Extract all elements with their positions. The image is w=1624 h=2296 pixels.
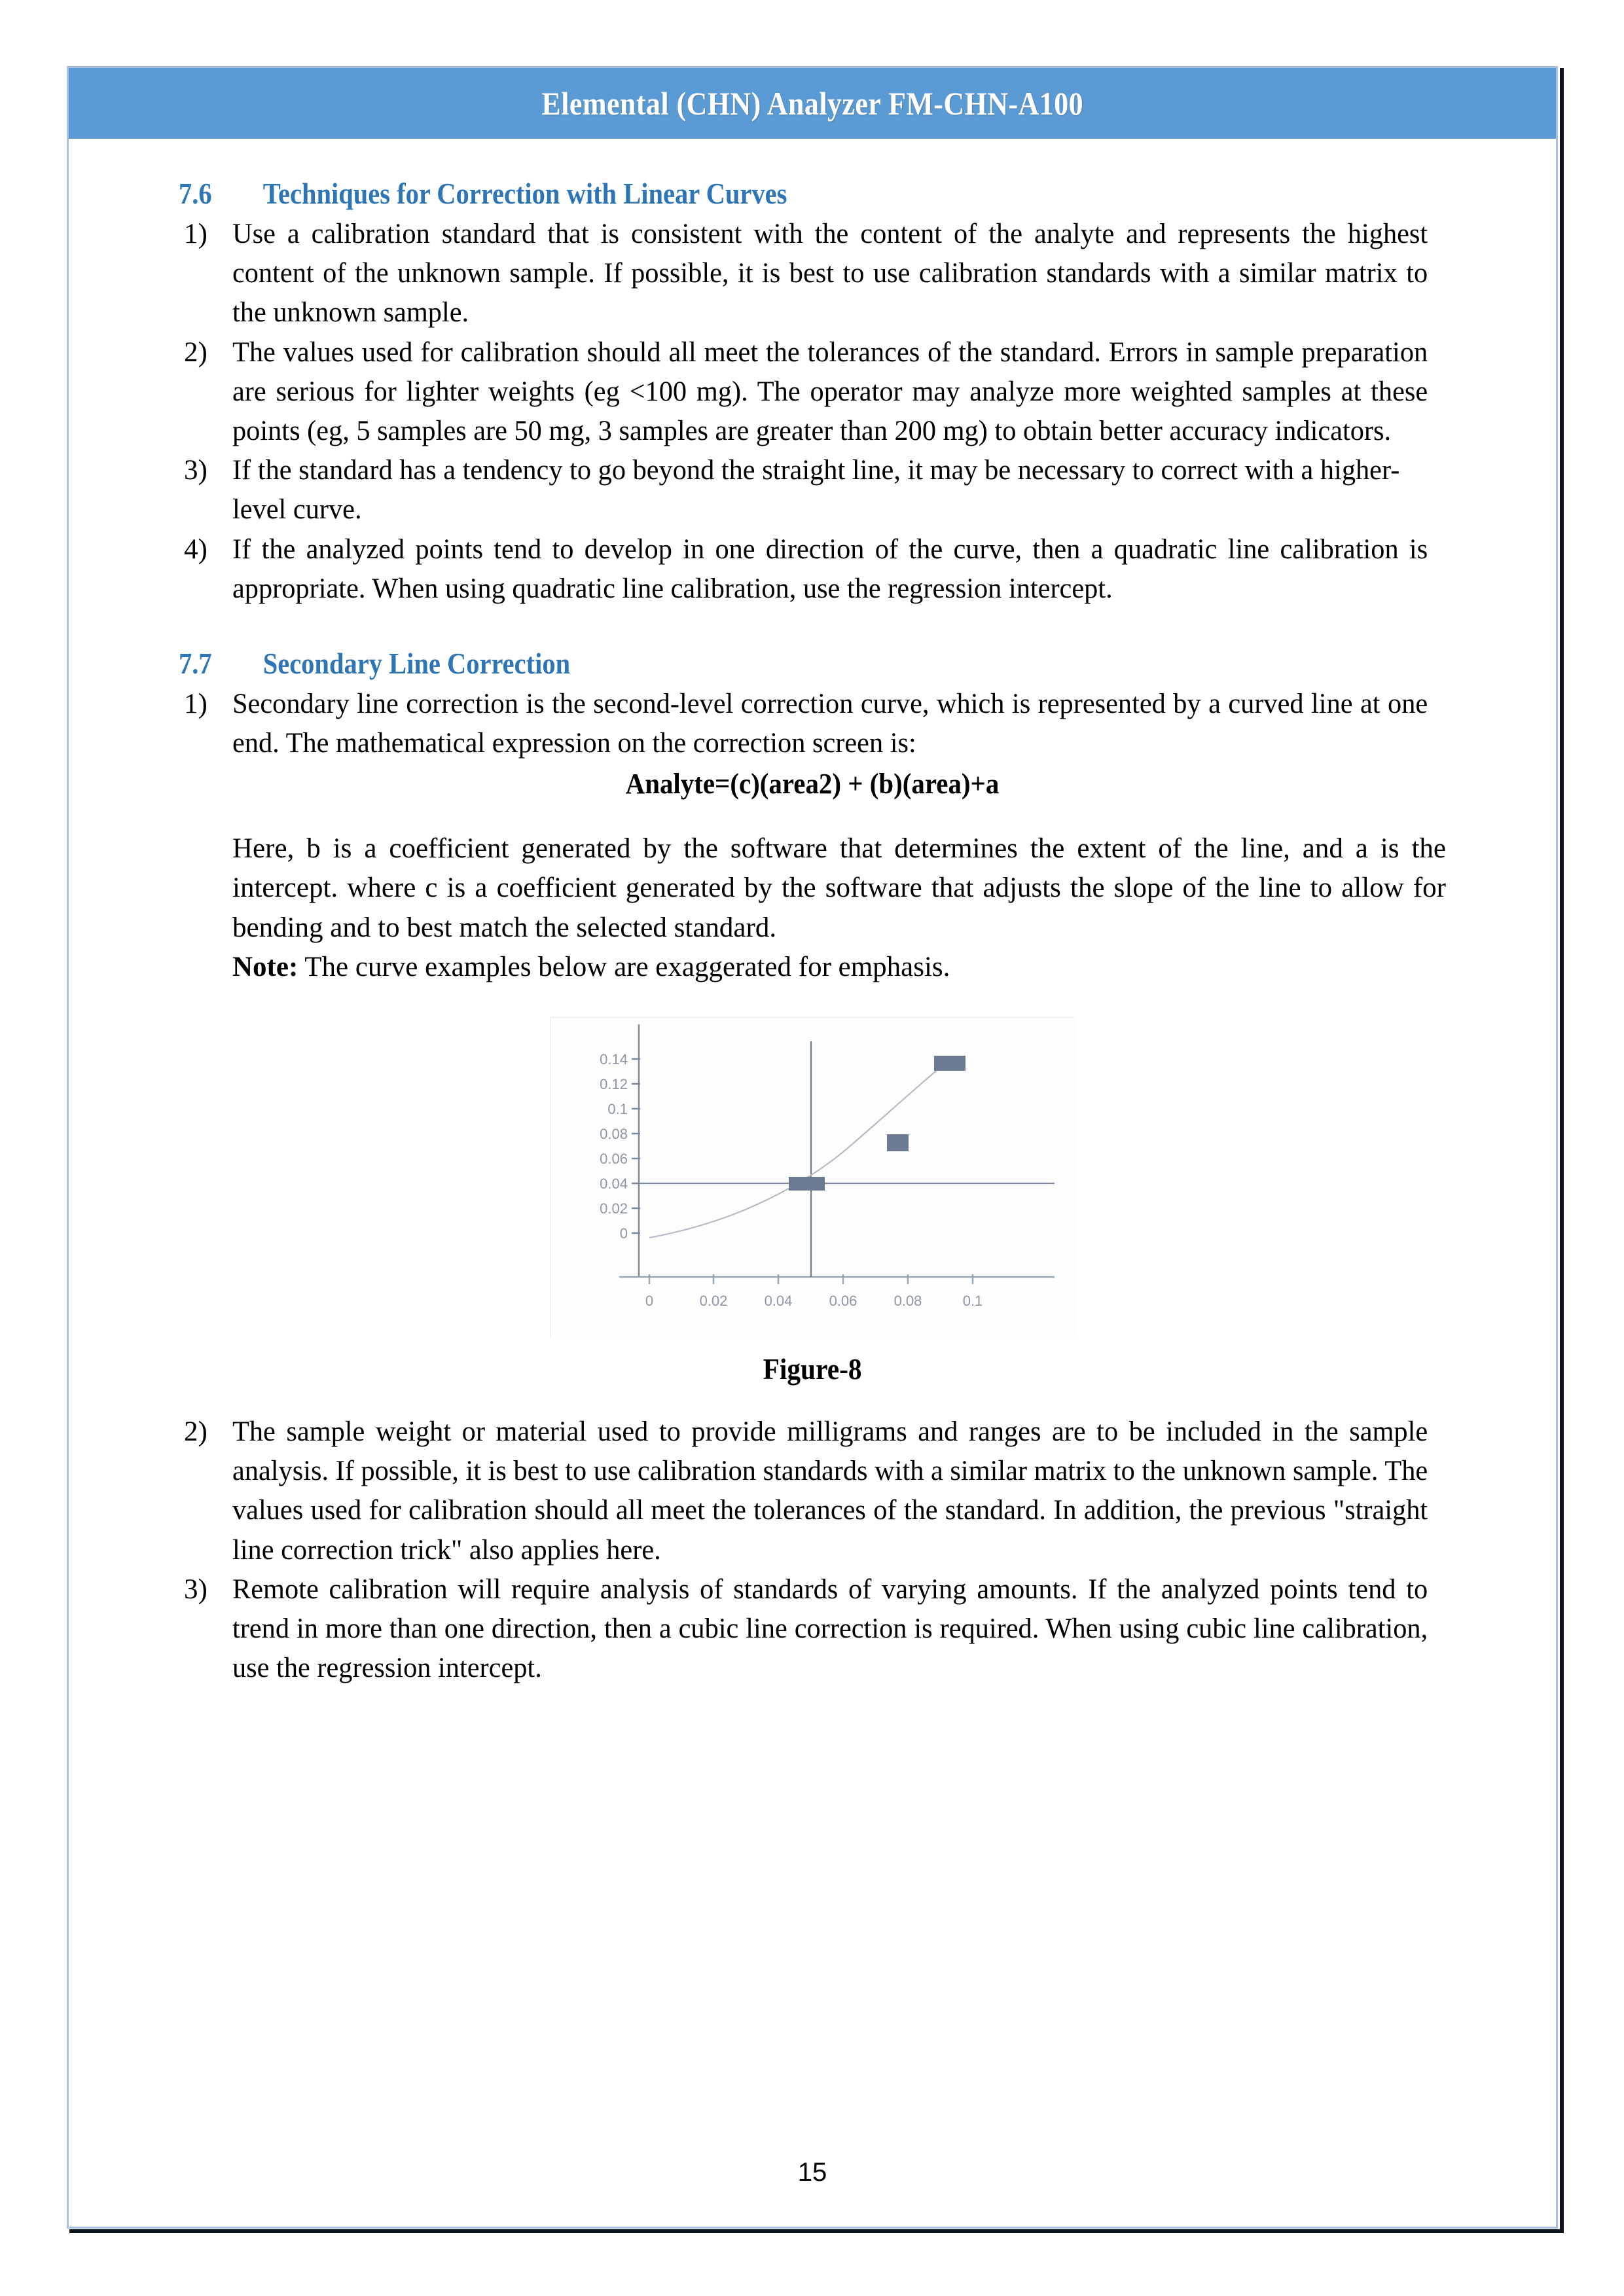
list-marker: 1) <box>184 688 208 719</box>
section-heading-7-7 <box>179 647 1319 681</box>
svg-text:0.02: 0.02 <box>600 1200 628 1217</box>
list-section-7-6 <box>179 215 1446 609</box>
page-frame <box>67 66 1558 2229</box>
list-marker: 2) <box>184 1416 208 1447</box>
section-number: 7.6 <box>179 177 212 210</box>
list-item <box>179 451 1446 529</box>
note-text: The curve examples below are exaggerated for emphasis. <box>298 951 950 982</box>
svg-text:0.04: 0.04 <box>600 1175 628 1192</box>
svg-text:0: 0 <box>645 1293 654 1309</box>
svg-text:0.08: 0.08 <box>600 1126 628 1142</box>
section-heading-7-6 <box>179 177 1319 211</box>
list-item <box>179 333 1446 452</box>
chart-container <box>550 1017 1075 1338</box>
list-marker: 1) <box>184 219 208 249</box>
svg-text:0: 0 <box>619 1225 628 1242</box>
list-marker: 3) <box>184 1573 208 1605</box>
list-item <box>179 1412 1446 1570</box>
figure-caption: Figure-8 <box>763 1353 862 1386</box>
page-frame-shadow-right <box>1560 68 1564 2233</box>
list-marker: 3) <box>184 455 208 486</box>
list-item <box>179 1570 1446 1689</box>
list-text: Use a calibration standard that is consistent with the content of the analyte and represents the highest content of the unknown sample. If possible, it is best to use calibration standards with a similar matrix to the unknown sample. <box>232 219 1428 329</box>
svg-text:0.12: 0.12 <box>600 1076 628 1092</box>
section-title: Secondary Line Correction <box>262 647 571 680</box>
svg-text:0.06: 0.06 <box>829 1293 857 1309</box>
list-item <box>179 530 1446 609</box>
list-marker: 4) <box>184 533 208 565</box>
list-item <box>179 215 1446 333</box>
calibration-curve-chart <box>550 1018 1075 1338</box>
list-text: If the standard has a tendency to go beyond the straight line, it may be necessary to correct with a higher-level curve. <box>232 455 1400 526</box>
section-number: 7.7 <box>179 647 212 680</box>
svg-text:0.14: 0.14 <box>600 1051 628 1067</box>
svg-text:0.1: 0.1 <box>962 1293 983 1309</box>
list-marker: 2) <box>184 336 208 368</box>
figure-8 <box>179 1017 1446 1386</box>
list-text: The values used for calibration should all meet the tolerances of the standard. Errors in sample preparation are serious for lighter weights (eg <100 mg). The operator may analyze more weighted samples at these points (eg, 5 samples are 50 mg, 3 samples are greater than 200 mg) to obtain better accuracy indicators. <box>232 336 1428 446</box>
svg-text:0.08: 0.08 <box>893 1293 922 1309</box>
note-paragraph <box>232 948 1446 987</box>
section-title: Techniques for Correction with Linear Curves <box>262 177 787 210</box>
list-section-7-7-part-2 <box>179 1412 1446 1688</box>
svg-text:0.04: 0.04 <box>764 1293 793 1309</box>
list-text: If the analyzed points tend to develop in one direction of the curve, then a quadratic line calibration is appropriate. When using quadratic line calibration, use the regression intercept. <box>232 533 1428 604</box>
page-content <box>69 139 1556 2227</box>
list-text: The sample weight or material used to provide milligrams and ranges are to be included in the sample analysis. If possible, it is best to use calibration standards with a similar matrix to the unknown sample. The values used for calibration should all meet the tolerances of the standard. In addition, the previous "straight line correction trick" also applies here. <box>232 1416 1428 1566</box>
data-point-marker <box>887 1134 909 1151</box>
page-number: 15 <box>797 2158 827 2187</box>
spacer <box>179 800 1446 829</box>
note-label: Note: <box>232 951 298 982</box>
page-header-band <box>69 68 1556 139</box>
explanation-paragraph: Here, b is a coefficient generated by the software that determines the extent of the line, and a is the intercept. where c is a coefficient generated by the software that adjusts the slope of the line to allow for bending and to best match the selected standard. <box>232 833 1446 943</box>
svg-text:0.06: 0.06 <box>600 1151 628 1167</box>
page-title: Elemental (CHN) Analyzer FM-CHN-A100 <box>541 85 1083 122</box>
list-text: Secondary line correction is the second-level correction curve, which is represented by a curved line at one end. The mathematical expression on the correction screen is: <box>232 688 1428 759</box>
svg-text:0.02: 0.02 <box>699 1293 728 1309</box>
data-point-marker <box>789 1177 825 1191</box>
list-section-7-7-part-1 <box>179 685 1446 763</box>
list-text: Remote calibration will require analysis of standards of varying amounts. If the analyzed points tend to trend in more than one direction, then a cubic line correction is required. When using cubic line calibration, use the regression intercept. <box>232 1573 1428 1684</box>
formula-expression: Analyte=(c)(area2) + (b)(area)+a <box>625 768 1000 800</box>
svg-text:0.1: 0.1 <box>607 1101 628 1117</box>
data-point-marker <box>934 1056 965 1071</box>
list-item <box>179 685 1446 763</box>
page-frame-shadow-bottom <box>69 2229 1564 2233</box>
